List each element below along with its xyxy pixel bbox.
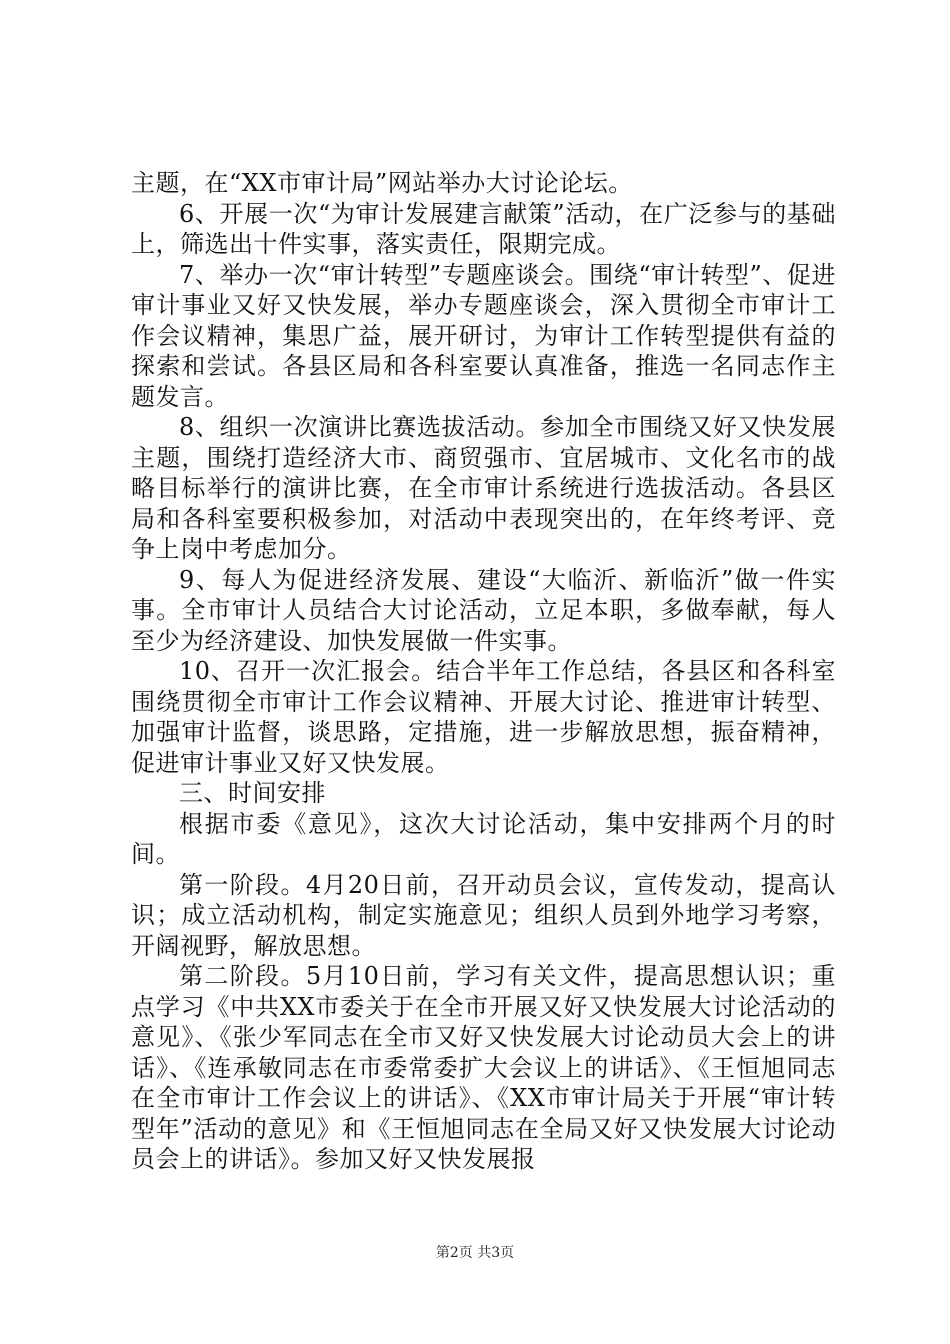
paragraph-item-9: 9、每人为促进经济发展、建设“大临沂、新临沂”做一件实事。全市审计人员结合大讨论活动，立足本职，多做奉献，每人至少为经济建设、加快发展做一件实事。 bbox=[131, 565, 836, 655]
document-body bbox=[131, 168, 836, 1175]
paragraph-item-10: 10、召开一次汇报会。结合半年工作总结，各县区和各科室围绕贯彻全市审计工作会议精神、开展大讨论、推进审计转型、加强审计监督，谈思路，定措施，进一步解放思想，振奋精神，促进审计事业又好又快发展。 bbox=[131, 657, 836, 777]
paragraph-item-8: 8、组织一次演讲比赛选拔活动。参加全市围绕又好又快发展主题，围绕打造经济大市、商贸强市、宜居城市、文化名市的战略目标举行的演讲比赛，在全市审计系统进行选拔活动。各县区局和各科室要积极参加，对活动中表现突出的，在年终考评、竞争上岗中考虑加分。 bbox=[131, 413, 836, 563]
page-footer: 第2页 共3页 bbox=[435, 1245, 515, 1261]
paragraph-0: 主题，在“XX市审计局”网站举办大讨论论坛。 bbox=[131, 169, 633, 197]
paragraph-phase-2: 第二阶段。5月10日前，学习有关文件，提高思想认识；重点学习《中共XX市委关于在全市开展又好又快发展大讨论活动的意见》、《张少军同志在全市又好又快发展大讨论动员大会上的讲话》、《连承敏同志在市委常委扩大会议上的讲话》、《王恒旭同志在全市审计工作会议上的讲话》、《XX市审计局关于开展“审计转型年”活动的意见》和《王恒旭同志在全局又好又快发展大讨论动员会上的讲话》。参加又好又快发展报 bbox=[131, 962, 836, 1173]
paragraph-item-6: 6、开展一次“为审计发展建言献策”活动，在广泛参与的基础上，筛选出十件实事，落实责任，限期完成。 bbox=[131, 199, 836, 258]
section-heading-schedule: 三、时间安排 bbox=[179, 779, 326, 807]
paragraph-item-7: 7、举办一次“审计转型”专题座谈会。围绕“审计转型”、促进审计事业又好又快发展，举办专题座谈会，深入贯彻全市审计工作会议精神，集思广益，展开研讨，为审计工作转型提供有益的探索和尝试。各县区局和各科室要认真准备，推选一名同志作主题发言。 bbox=[131, 260, 836, 411]
paragraph-phase-1: 第一阶段。4月20日前，召开动员会议，宣传发动，提高认识；成立活动机构，制定实施意见；组织人员到外地学习考察，开阔视野，解放思想。 bbox=[131, 870, 836, 960]
paragraph-schedule-intro: 根据市委《意见》，这次大讨论活动，集中安排两个月的时间。 bbox=[131, 809, 836, 868]
